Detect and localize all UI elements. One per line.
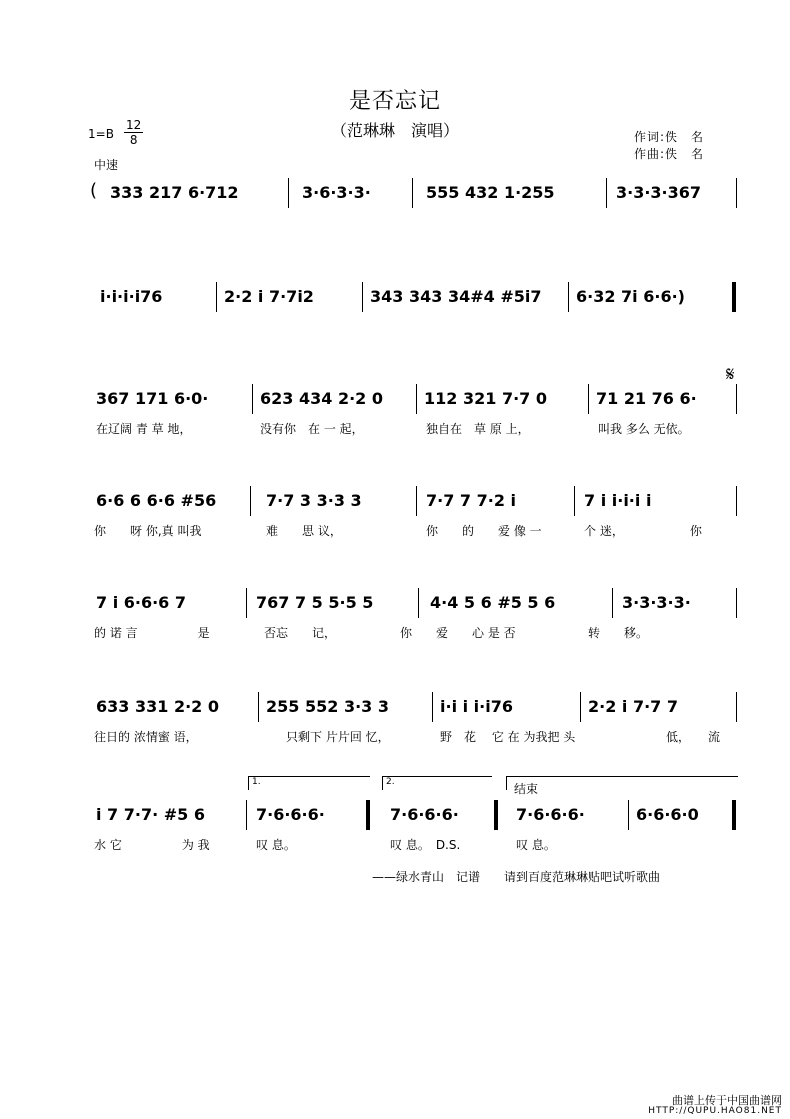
measure: 343 343 34#4 #5i7 (370, 286, 542, 306)
measure: 555 432 1·255 (426, 182, 555, 202)
barline (736, 178, 737, 208)
measure: 6·32 7i 6·6·) (576, 286, 685, 306)
score-row-1 (90, 174, 740, 224)
lyricist-credit: 作词:佚 名 (634, 130, 705, 144)
score-row-4 (90, 482, 740, 538)
measure: 623 434 2·2 0 (260, 388, 383, 408)
barline (362, 282, 363, 312)
segno-sign: 𝄋 (726, 362, 735, 386)
score-row-7 (90, 777, 740, 852)
lyric-line: 独自在 草 原 上， (426, 422, 530, 436)
barline (258, 692, 259, 722)
measure: 7 i 6·6·6 7 (96, 592, 187, 612)
barline (416, 384, 417, 414)
lyric-line: 叹 息。 (256, 838, 296, 852)
measure: 333 217 6·712 (110, 182, 239, 202)
barline (628, 800, 629, 830)
barline (606, 178, 607, 208)
barline (288, 178, 289, 208)
score-row-5 (90, 584, 740, 640)
measure: 7·6·6·6· (516, 804, 585, 824)
lyric-line: 往日的 浓情蜜 语， (94, 730, 198, 744)
performer-subtitle: （范琳琳 演唱） (330, 121, 459, 140)
double-barline (494, 800, 498, 830)
lyric-line: 没有你 在 一 起， (260, 422, 364, 436)
measure: 3·6·3·3· (302, 182, 371, 202)
score-row-6 (90, 688, 740, 744)
composer-credit: 作曲:佚 名 (634, 147, 705, 161)
measure: 6·6 6 6·6 #56 (96, 490, 217, 510)
measure: 255 552 3·3 3 (266, 696, 389, 716)
measure: 2·2 i 7·7 7 (588, 696, 679, 716)
measure: 7·6·6·6· (390, 804, 459, 824)
meter-numerator: 12 (126, 118, 142, 132)
barline (574, 486, 575, 516)
transcriber-note: ——绿水青山 记谱 请到百度范琳琳贴吧试听歌曲 (372, 870, 661, 884)
tempo-marking: 中速 (94, 158, 119, 172)
measure: 767 7 5 5·5 5 (256, 592, 374, 612)
barline (432, 692, 433, 722)
lyric-line: 低， 流 (666, 730, 721, 744)
lyric-line: 叫我 多么 无依。 (598, 422, 690, 436)
measure: 6·6·6·0 (636, 804, 699, 824)
measure: 7·6·6·6· (256, 804, 325, 824)
barline (412, 178, 413, 208)
measure: 112 321 7·7 0 (424, 388, 547, 408)
barline (416, 486, 417, 516)
measure: 3·3·3·3· (622, 592, 691, 612)
barline (736, 384, 737, 414)
lyric-line: 水 它 为 我 (94, 838, 210, 852)
barline (612, 588, 613, 618)
measure: 367 171 6·0· (96, 388, 209, 408)
barline (246, 800, 247, 830)
time-signature (124, 118, 143, 147)
lyric-line: 否忘 记， (264, 626, 337, 640)
lyric-line: 你 呀 你,真 叫我 (94, 524, 202, 538)
measure: 7·7 7 7·2 i (426, 490, 517, 510)
final-barline (732, 800, 736, 830)
lyric-line: 转 移。 (588, 626, 649, 640)
barline (216, 282, 217, 312)
barline (568, 282, 569, 312)
barline (736, 588, 737, 618)
measure: 7·7 3 3·3 3 (266, 490, 362, 510)
barline (252, 384, 253, 414)
lyric-line: 叹 息。 D.S. (390, 838, 461, 852)
barline (580, 692, 581, 722)
barline (736, 486, 737, 516)
footer-site-name: 曲谱上传于中国曲谱网 (672, 1094, 782, 1107)
measure: 4·4 5 6 #5 5 6 (430, 592, 556, 612)
lyric-line: 野 花 它 在 为我把 头 (440, 730, 576, 744)
score-row-2 (90, 278, 740, 328)
lyric-line: 个 迷， 你 (584, 524, 702, 538)
lyric-line: 在辽阔 青 草 地， (96, 422, 192, 436)
coda-bracket (506, 776, 738, 790)
lyric-line: 的 诺 言 是 (94, 626, 210, 640)
measure: i·i·i·i76 (100, 286, 163, 306)
key-signature: 1=B (88, 127, 114, 141)
footer-url: HTTP://QUPU.HAO81.NET (648, 1106, 782, 1116)
open-paren: ( (90, 180, 98, 201)
meter-denominator: 8 (129, 133, 138, 147)
measure: i·i i i·i76 (440, 696, 513, 716)
second-ending-bracket: 2. (382, 776, 492, 790)
lyric-line: 你 爱 心 是 否 (400, 626, 516, 640)
barline (246, 588, 247, 618)
barline (250, 486, 251, 516)
lyric-line: 只剩下 片片回 忆， (286, 730, 390, 744)
barline (736, 692, 737, 722)
repeat-barline (366, 800, 370, 830)
measure: 71 21 76 6· (596, 388, 697, 408)
score-row-3 (90, 362, 740, 436)
lyric-line: 难 思 议， (266, 524, 342, 538)
measure: i 7 7·7· #5 6 (96, 804, 205, 824)
repeat-barline (732, 282, 736, 312)
song-title: 是否忘记 (348, 89, 441, 114)
barline (588, 384, 589, 414)
barline (418, 588, 419, 618)
ending-label: 结束 (514, 782, 539, 796)
first-ending-bracket: 1. (248, 776, 370, 790)
lyric-line: 叹 息。 (516, 838, 556, 852)
lyric-line: 你 的 爱 像 一 (426, 524, 542, 538)
measure: 3·3·3·367 (616, 182, 702, 202)
measure: 2·2 i 7·7i2 (224, 286, 314, 306)
measure: 633 331 2·2 0 (96, 696, 219, 716)
measure: 7 i i·i·i i (584, 490, 652, 510)
